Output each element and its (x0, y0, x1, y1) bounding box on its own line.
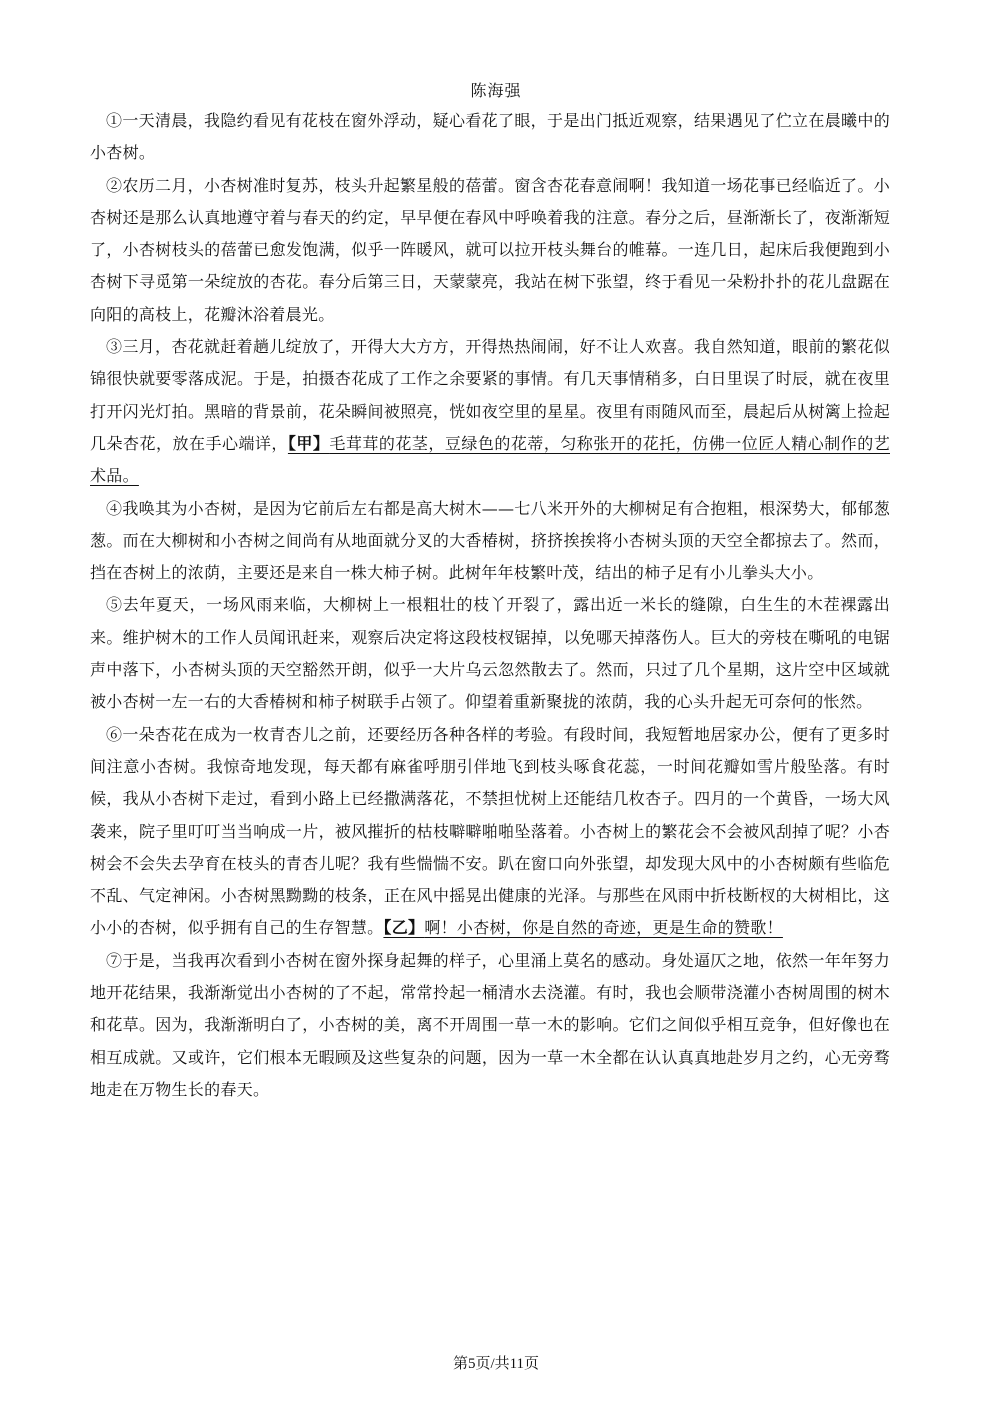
paragraph-7 (90, 945, 890, 1106)
paragraph-2-text: ②农历二月，小杏树准时复苏，枝头升起繁星般的蓓蕾。窗含杏花春意闹啊！我知道一场花事已经临近了。小杏树还是那么认真地遵守着与春天的约定，早早便在春风中呼唤着我的注意。春分之后，昼渐渐长了，夜渐渐短了，小杏树枝头的蓓蕾已愈发饱满，似乎一阵暖风，就可以拉开枝头舞台的帷幕。一连几日，起床后我便跑到小杏树下寻觅第一朵绽放的杏花。春分后第三日，天蒙蒙亮，我站在树下张望，终于看见一朵粉扑扑的花儿盘踞在向阳的高枝上，花瓣沐浴着晨光。 (90, 175, 890, 324)
underlined-passage-yi (383, 918, 783, 937)
paragraph-4 (90, 493, 890, 590)
paragraph-2 (90, 170, 890, 331)
marker-jia: 【甲】 (287, 433, 330, 453)
page-number: 第5页/共11页 (452, 1356, 540, 1372)
paragraph-5 (90, 589, 890, 718)
paragraph-7-text: ⑦于是，当我再次看到小杏树在窗外探身起舞的样子，心里涌上莫名的感动。身处逼仄之地，依然一年年努力地开花结果，我渐渐觉出小杏树的了不起，常常拎起一桶清水去浇灌。有时，我也会顺带浇灌小杏树周围的树木和花草。因为，我渐渐明白了，小杏树的美，离不开周围一草一木的影响。它们之间似乎相互竞争，但好像也在相互成就。又或许，它们根本无暇顾及这些复杂的问题，因为一草一木全都在认认真真地赴岁月之约，心无旁骛地走在万物生长的春天。 (90, 950, 890, 1099)
paragraph-3-text: ③三月，杏花就赶着趟儿绽放了，开得大大方方，开得热热闹闹，好不让人欢喜。我自然知道，眼前的繁花似锦很快就要零落成泥。于是，拍摄杏花成了工作之余要紧的事情。有几天事情稍多，白日里误了时辰，就在夜里打开闪光灯拍。黑暗的背景前，花朵瞬间被照亮，恍如夜空里的星星。夜里有雨随风而至，晨起后从树篱上捡起几朵杏花，放在手心端详， (90, 337, 890, 453)
marker-yi: 【乙】 (383, 918, 425, 938)
paragraph-1 (90, 105, 890, 170)
paragraph-6-text: ⑥一朵杏花在成为一枚青杏儿之前，还要经历各种各样的考验。有段时间，我短暂地居家办公，便有了更多时间注意小杏树。我惊奇地发现，每天都有麻雀呼朋引伴地飞到枝头啄食花蕊，一时间花瓣如雪片般坠落。有时候，我从小杏树下走过，看到小路上已经撒满落花，不禁担忧树上还能结几枚杏子。四月的一个黄昏，一场大风袭来，院子里叮叮当当响成一片，被风摧折的枯枝噼噼啪啪坠落着。小杏树上的繁花会不会被风刮掉了呢？小杏树会不会失去孕育在枝头的青杏儿呢？我有些惴惴不安。趴在窗口向外张望，却发现大风中的小杏树颇有些临危不乱、气定神闲。小杏树黑黝黝的枝条，正在风中摇晃出健康的光泽。与那些在风雨中折枝断杈的大树相比，这小小的杏树，似乎拥有自己的生存智慧。 (90, 724, 890, 938)
underlined-text-yi: 啊！小杏树，你是自然的奇迹，更是生命的赞歌！ (424, 918, 783, 938)
paragraph-5-text: ⑤去年夏天，一场风雨来临，大柳树上一根粗壮的枝丫开裂了，露出近一米长的缝隙，白生生的木茬裸露出来。维护树木的工作人员闻讯赶来，观察后决定将这段枝杈锯掉，以免哪天掉落伤人。巨大的旁枝在嘶吼的电锯声中落下，小杏树头顶的天空豁然开朗，似乎一大片乌云忽然散去了。然而，只过了几个星期，这片空中区域就被小杏树一左一右的大香椿树和柿子树联手占领了。仰望着重新聚拢的浓荫，我的心头升起无可奈何的怅然。 (90, 595, 890, 712)
paragraph-6 (90, 719, 890, 945)
article-body (90, 105, 890, 1106)
author-name: 陈海强 (470, 81, 522, 100)
paragraph-4-text: ④我唤其为小杏树，是因为它前后左右都是高大树木——七八米开外的大柳树足有合抱粗，根深势大，郁郁葱葱。而在大柳树和小杏树之间尚有从地面就分叉的大香椿树，挤挤挨挨将小杏树头顶的天空全都掠去了。然而，挡在杏树上的浓荫，主要还是来自一株大柿子树。此树年年枝繁叶茂，结出的柿子足有小儿拳头大小。 (90, 498, 890, 583)
paragraph-3 (90, 331, 890, 492)
underlined-text-jia: 毛茸茸的花茎，豆绿色的花蒂，匀称张开的花托，仿佛一位匠人精心制作的艺术品。 (90, 433, 890, 486)
paragraph-1-text: ①一天清晨，我隐约看见有花枝在窗外浮动，疑心看花了眼，于是出门抵近观察，结果遇见了伫立在晨曦中的小杏树。 (90, 111, 890, 163)
